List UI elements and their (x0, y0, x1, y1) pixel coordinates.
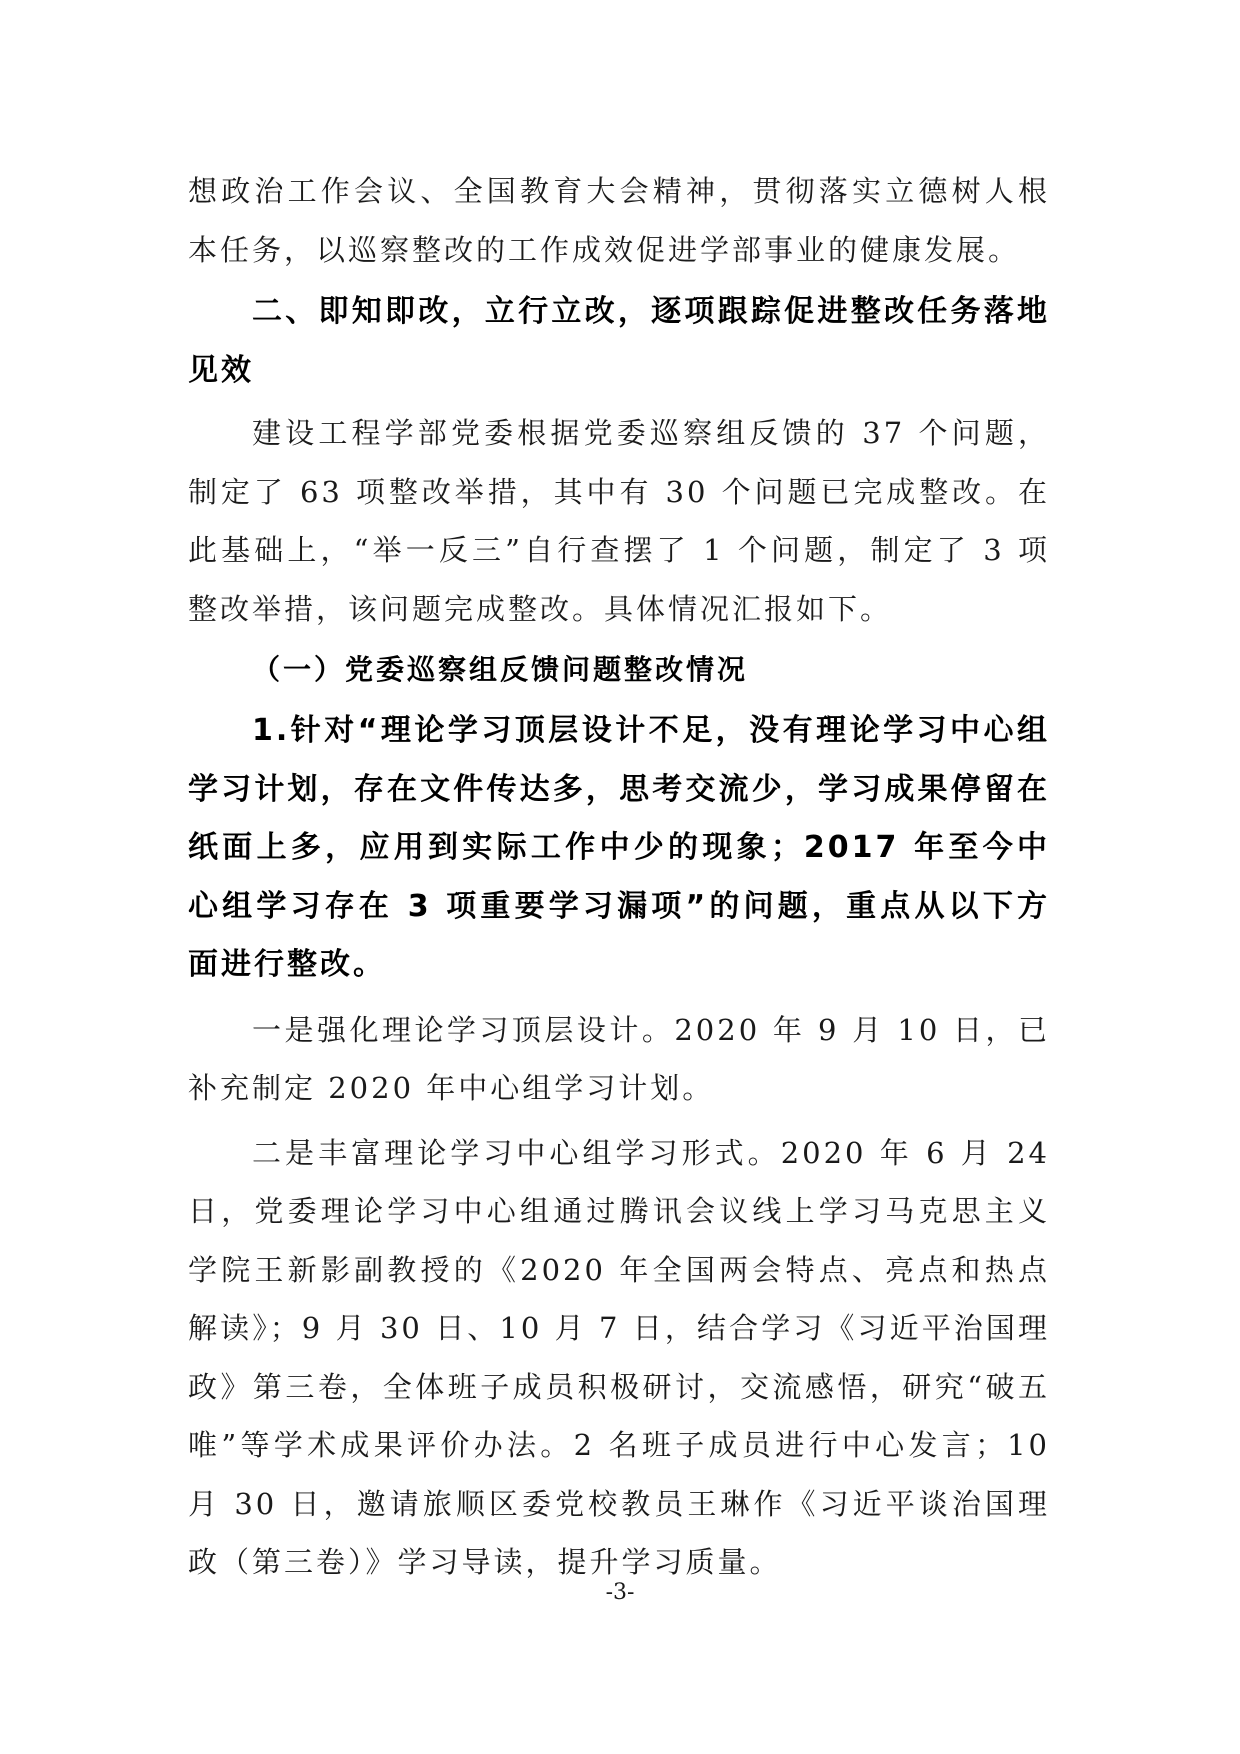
paragraph-summary: 建设工程学部党委根据党委巡察组反馈的 37 个问题，制定了 63 项整改举措，其中有 30 个问题已完成整改。在此基础上，“举一反三”自行查摆了 1 个问题，制定了 3 项整改举措，该问题完成整改。具体情况汇报如下。 (188, 416, 1050, 626)
paragraph-measure-1: 一是强化理论学习顶层设计。2020 年 9 月 10 日，已补充制定 2020 年中心组学习计划。 (188, 1012, 1050, 1105)
paragraph-measure-2: 二是丰富理论学习中心组学习形式。2020 年 6 月 24 日，党委理论学习中心组通过腾讯会议线上学习马克思主义学院王新影副教授的《2020 年全国两会特点、亮点和热点解读》；9 月 30 日、10 月 7 日，结合学习《习近平治国理政》第三卷，全体班子成员积极研讨，交流感悟，研究“破五唯”等学术成果评价办法。2 名班子成员进行中心发言；10 月 30 日，邀请旅顺区委党校教员王琳作《习近平谈治国理政（第三卷）》学习导读，提升学习质量。 (188, 1135, 1050, 1579)
paragraph-continuation: 想政治工作会议、全国教育大会精神，贯彻落实立德树人根本任务，以巡察整改的工作成效促进学部事业的健康发展。 (188, 174, 1050, 267)
section-heading-2: 二、即知即改，立行立改，逐项跟踪促进整改任务落地见效 (188, 294, 1050, 388)
subsection-heading-1: （一）党委巡察组反馈问题整改情况 (252, 653, 749, 686)
page-number: -3- (605, 1580, 635, 1605)
document-body (188, 162, 1050, 1592)
issue-item-1: 1.针对“理论学习顶层设计不足，没有理论学习中心组学习计划，存在文件传达多，思考交流少，学习成果停留在纸面上多，应用到实际工作中少的现象；2017 年至今中心组学习存在 3 项重要学习漏项”的问题，重点从以下方面进行整改。 (188, 713, 1050, 982)
